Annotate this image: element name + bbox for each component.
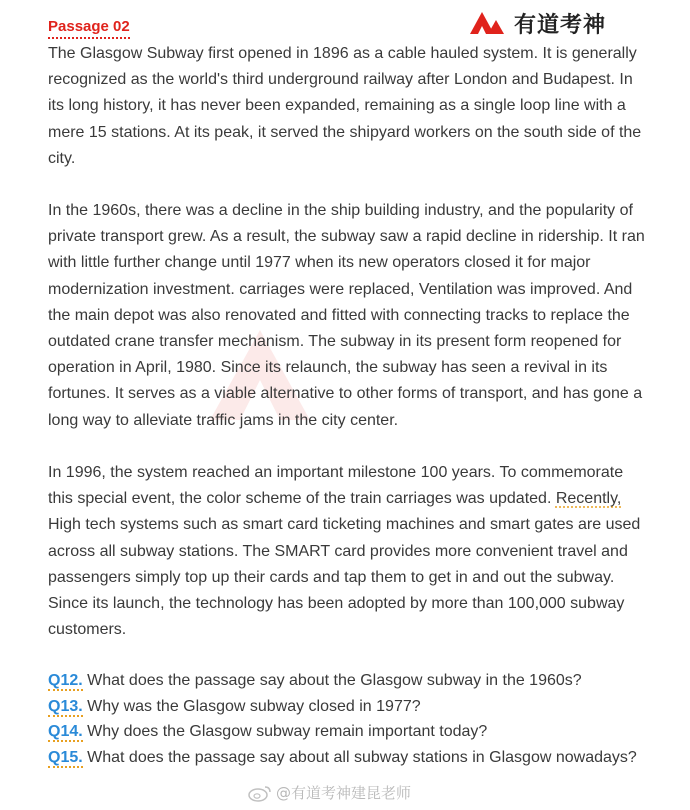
question-item — [48, 745, 648, 771]
brand-logo — [466, 8, 606, 38]
footer-watermark-text: @有道考神建昆老师 — [276, 784, 412, 802]
paragraph-3-part-c: High tech systems such as smart card ticketing machines and smart gates are used across all subway stations. The SMART card provides more convenient travel and passengers simply top up their cards and tap them to get in and out the subway. Since its launch, the technology has been adopted by more than 100,000 subway customers. — [48, 516, 641, 639]
question-number: Q15. — [48, 748, 83, 766]
weibo-icon — [248, 784, 272, 802]
passage-label: Passage 02 — [48, 18, 130, 39]
question-text: What does the passage say about the Glasgow subway in the 1960s? — [82, 672, 582, 689]
question-number: Q13. — [48, 697, 83, 715]
question-text: What does the passage say about all subway stations in Glasgow nowadays? — [82, 748, 637, 766]
question-item — [48, 719, 648, 745]
footer-watermark — [248, 782, 411, 803]
question-text: Why was the Glasgow subway closed in 1977? — [82, 697, 421, 715]
question-number: Q12. — [48, 672, 83, 689]
paragraph-3-part-a: In 1996, the system reached an important milestone 100 years. To commemorate this special event, the color scheme of the train carriages was updated. — [48, 464, 624, 508]
question-item — [48, 668, 648, 694]
brand-logo-icon — [466, 8, 506, 38]
question-item — [48, 694, 648, 720]
brand-name: 有道考神 — [514, 12, 607, 38]
question-number: Q14. — [48, 723, 83, 740]
question-list — [48, 668, 648, 770]
highlight-recently: Recently, — [555, 490, 622, 508]
question-text: Why does the Glasgow subway remain important today? — [82, 723, 488, 740]
passage-paragraph-1: The Glasgow Subway first opened in 1896 as a cable hauled system. It is generally recognized as the world's third underground railway after London and Budapest. In its long history, it has never been expanded, remaining as a single loop line with a mere 15 stations. At its peak, it served the shipyard workers on the south side of the city. — [48, 45, 642, 167]
passage-paragraph-3 — [48, 460, 648, 643]
passage-paragraph-2: In the 1960s, there was a decline in the ship building industry, and the popularity of private transport grew. As a result, the subway saw a rapid decline in ridership. It ran with little further change until 1977 when its new operators closed it for major modernization investment. carriages were replaced, Ventilation was improved. And the main depot was also renovated and fitted with connecting tracks to replace the outdated crane transfer mechanism. The subway in its present form reopened for operation in April, 1980. Since its relaunch, the subway has seen a revival in its fortunes. It serves as a viable alternative to other forms of transport, and has gone a long way to alleviate traffic jams in the city center. — [48, 202, 645, 429]
